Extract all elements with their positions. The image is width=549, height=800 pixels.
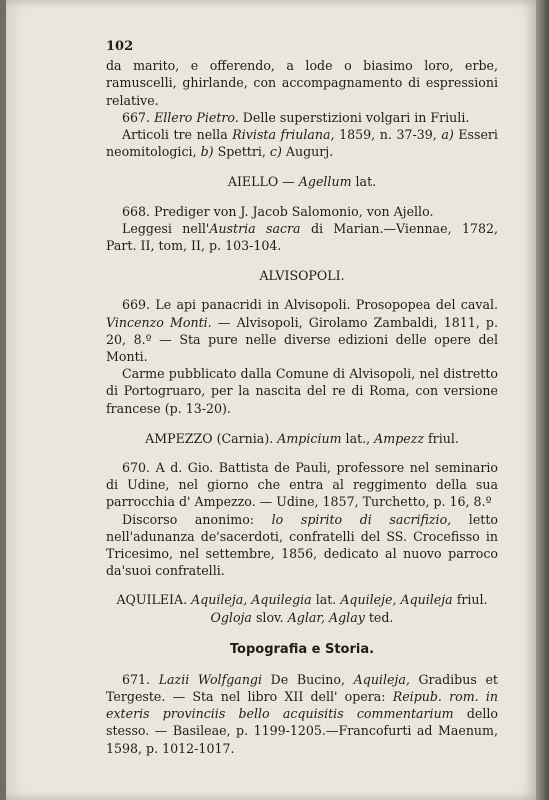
note-text: Articoli tre nella bbox=[122, 127, 228, 143]
entry-670-note bbox=[106, 511, 498, 580]
heading-suffix: friul. bbox=[428, 430, 459, 446]
entry-667-note bbox=[106, 126, 498, 160]
entry-669-note: Carme pubblicato dalla Comune di Alvisopoli, nel distretto di Portogruaro, per la nascita del re di Roma, con versione francese (p. 13-20). bbox=[106, 366, 498, 416]
heading-german: Aglar, Aglay bbox=[287, 610, 365, 626]
entry-text: De Bucino, bbox=[270, 671, 346, 687]
heading-friulian: Aquileje, Aquileja bbox=[340, 592, 453, 608]
entry-668-note bbox=[106, 220, 498, 254]
heading-suffix: lat. bbox=[315, 592, 337, 608]
note-text: 1859, n. 37-39, bbox=[339, 127, 437, 143]
entry-670: 670. A d. Gio. Battista de Pauli, professore nel seminario di Udine, nel giorno che entra al reggimento della sua parrocchia d' Ampezzo. — Udine, 1857, Turchetto, p. 16, 8.º bbox=[106, 460, 498, 510]
note-label: c) bbox=[269, 144, 282, 160]
note-text: di Marian.—Viennae, 1782, Part. II, tom, II, p. 103-104. bbox=[106, 220, 499, 254]
work-title: Reipub. rom. in exteris provinciis bello acquisitis commentarium bbox=[106, 688, 498, 722]
entry-667 bbox=[106, 109, 498, 126]
heading-latin: Agellum bbox=[298, 174, 352, 190]
heading-suffix: lat., bbox=[345, 430, 371, 446]
heading-aiello bbox=[106, 173, 498, 190]
entry-title: Delle superstizioni volgari in Friuli. bbox=[242, 109, 470, 125]
note-text: Spettri, bbox=[217, 144, 266, 160]
entry-author: Vincenzo Monti. bbox=[106, 314, 212, 330]
entry-668: 668. Prediger von J. Jacob Salomonio, von Ajello. bbox=[122, 203, 434, 219]
heading-latin: Ampicium bbox=[277, 430, 342, 446]
entry-text: — Alvisopoli, Girolamo Zambaldi, 1811, p. 20, 8.º — Sta pure nelle diverse edizioni delle opere del Monti. bbox=[106, 314, 498, 365]
heading-suffix: friul. bbox=[456, 592, 488, 608]
entry-text: dello stesso. — Basileae, p. 1199-1205.—Francofurti ad Maenum, 1598, p. 1012-1017. bbox=[106, 706, 498, 756]
entry-author: Lazii Wolfgangi bbox=[158, 671, 263, 687]
heading-alvisopoli: ALVISOPOLI. bbox=[259, 268, 345, 284]
section-title: Topografia e Storia. bbox=[229, 642, 375, 658]
note-text: Leggesi nell' bbox=[122, 220, 210, 236]
heading-aquileia bbox=[106, 591, 498, 627]
note-text: Discorso anonimo: bbox=[122, 511, 255, 527]
entry-number: 667. bbox=[122, 109, 151, 125]
note-text: Esseri neomitologici, bbox=[106, 127, 498, 160]
note-text: Augurj. bbox=[285, 144, 334, 160]
entry-669 bbox=[106, 296, 498, 365]
heading-name: AIELLO — bbox=[227, 174, 295, 190]
entry-text: 669. Le api panacridi in Alvisopoli. Prosopopea del caval. bbox=[122, 297, 498, 313]
intro-text: da marito, e offerendo, a lode o biasimo loro, erbe, ramuscelli, ghirlande, con accompagnamento di espressioni relative. bbox=[106, 58, 498, 108]
heading-suffix: ted. bbox=[368, 610, 394, 626]
journal-title: Austria sacra bbox=[209, 220, 301, 236]
work-title: Aquileja, bbox=[353, 671, 410, 687]
heading-suffix: lat. bbox=[355, 174, 377, 190]
page-number: 102 bbox=[106, 39, 134, 54]
note-text: letto nell'adunanza de'sacerdoti, confratelli del SS. Crocefisso in Tricesimo, nel settembre, 1856, dedicato al nuovo parroco da'suoi confratelli. bbox=[106, 511, 498, 579]
heading-suffix: slov. bbox=[255, 610, 284, 626]
heading-friulian: Ampezz bbox=[374, 430, 424, 446]
work-title: lo spirito di sacrifizio, bbox=[271, 511, 452, 527]
entry-671 bbox=[106, 671, 498, 757]
note-label: b) bbox=[200, 144, 214, 160]
heading-name: AMPEZZO (Carnia). bbox=[145, 430, 274, 446]
book-page bbox=[6, 0, 536, 800]
note-label: a) bbox=[441, 127, 454, 143]
page-text bbox=[106, 38, 498, 757]
heading-latin: Aquileja, Aquilegia bbox=[191, 592, 312, 608]
heading-slovene: Ogloja bbox=[210, 610, 252, 626]
journal-title: Rivista friulana, bbox=[232, 127, 335, 143]
entry-author: Ellero Pietro. bbox=[154, 109, 239, 125]
entry-text: Gradibus et Tergeste. — Sta nel libro XII dell' opera: bbox=[106, 671, 498, 704]
heading-ampezzo bbox=[106, 430, 498, 447]
entry-number: 671. bbox=[122, 671, 151, 687]
heading-name: AQUILEIA. bbox=[116, 592, 188, 608]
book-edge bbox=[536, 0, 549, 800]
